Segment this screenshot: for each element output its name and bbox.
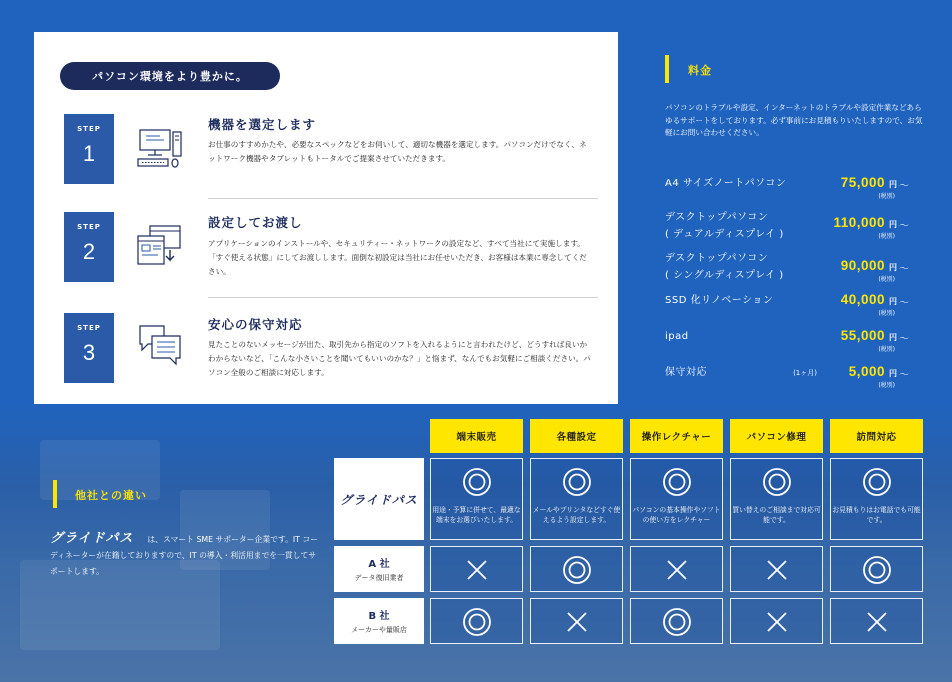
price-tax: (税別) <box>878 346 895 353</box>
cell-note: 買い替えのご相談まで対応可能です。 <box>732 506 821 524</box>
cell-note: 用途・予算に併せて、最適な端末をお選びいたします。 <box>432 506 521 524</box>
double-circle-icon <box>662 467 692 497</box>
price-tilde: ～ <box>899 181 909 192</box>
cell-note: メールやプリンタなどすぐ使えるよう設定します。 <box>532 506 621 524</box>
comparison-cell <box>430 546 523 592</box>
company-logo: グライドパス <box>340 492 418 507</box>
comparison-cell <box>830 598 923 644</box>
chat-bubbles-icon <box>136 322 184 368</box>
double-circle-icon <box>862 467 892 497</box>
price-yen: 円 <box>889 263 897 272</box>
price-yen: 円 <box>889 297 897 306</box>
divider <box>208 198 598 199</box>
double-circle-icon <box>562 555 592 585</box>
cross-icon <box>765 558 789 582</box>
comparison-description <box>50 530 320 580</box>
price-period: (1ヶ月) <box>793 369 817 377</box>
double-circle-icon <box>762 467 792 497</box>
step-number-box <box>64 313 114 383</box>
price-item-name: デスクトップパソコン <box>665 253 769 264</box>
comparison-cell <box>830 458 923 540</box>
comparison-cell <box>730 458 823 540</box>
comparison-text: は、スマート SME サポーター企業です。IT コーディネーターが在籍しておりますので、IT の導入・利活用までを一貫してサポートします。 <box>50 535 319 576</box>
comparison-accent-bar <box>53 480 57 508</box>
price-value: 55,000 <box>840 328 885 343</box>
column-header: 操作レクチャー <box>630 419 723 453</box>
pricing-title: 料金 <box>688 64 712 77</box>
double-circle-icon <box>862 555 892 585</box>
comparison-cell <box>830 546 923 592</box>
step-description: 見たことのないメッセージが出た、取引先から指定のソフトを入れるようにと言われたけど、どうすれば良いかわからないなど、「こんな小さいことを聞いてもいいのかな？」と悩まず、なんでもお気軽にご相談ください。パソコン全般のご相談に対応します。 <box>208 340 591 377</box>
comparison-cell <box>630 598 723 644</box>
step-title: 安心の保守対応 <box>208 317 303 332</box>
comparison-cell <box>430 458 523 540</box>
desktop-computer-icon <box>136 126 184 172</box>
install-window-icon <box>136 224 184 270</box>
comparison-cell <box>530 598 623 644</box>
step-label: STEP <box>77 223 101 231</box>
double-circle-icon <box>462 467 492 497</box>
column-header: 訪問対応 <box>830 419 923 453</box>
comparison-cell <box>630 458 723 540</box>
step-title: 機器を選定します <box>208 117 317 132</box>
cell-note: パソコンの基本操作やソフトの使い方をレクチャー <box>632 506 721 524</box>
price-value: 90,000 <box>840 258 885 273</box>
column-header: 端末販売 <box>430 419 523 453</box>
row-header-name: A 社 <box>368 559 390 570</box>
step-number: 1 <box>82 141 96 166</box>
price-row <box>665 328 915 356</box>
price-tax: (税別) <box>878 382 895 389</box>
price-item-name: ipad <box>665 331 689 342</box>
cell-note: お見積もりはお電話でも可能です。 <box>832 506 921 524</box>
row-header-company-b <box>334 598 424 644</box>
price-item-subname: ( デュアルディスプレイ ) <box>665 229 784 240</box>
price-tax: (税別) <box>878 193 895 200</box>
double-circle-icon <box>662 607 692 637</box>
step-label: STEP <box>77 125 101 133</box>
cross-icon <box>465 558 489 582</box>
comparison-cell <box>530 546 623 592</box>
step-description: アプリケーションのインストールや、セキュリティー・ネットワークの設定など、すべて当社にて実施します。「すぐ使える状態」にしてお渡しします。面倒な初設定は当社にお任せいただき、お客様は本業に専念してください。 <box>208 239 587 276</box>
price-row <box>665 250 915 286</box>
double-circle-icon <box>462 607 492 637</box>
price-item-subname: ( シングルディスプレイ ) <box>665 270 784 281</box>
comparison-cell <box>430 598 523 644</box>
price-tax: (税別) <box>878 233 895 240</box>
steps-panel <box>34 32 618 404</box>
price-item-name: A4 サイズノートパソコン <box>665 178 787 189</box>
price-row <box>665 209 915 245</box>
pricing-intro: パソコンのトラブルや設定、インターネットのトラブルや設定作業などあらゆるサポートをしております。必ず事前にお見積もりいたしますので、お気軽にお問い合わせください。 <box>665 103 923 137</box>
price-tilde: ～ <box>899 370 909 381</box>
price-value: 75,000 <box>840 175 885 190</box>
cross-icon <box>865 610 889 634</box>
price-yen: 円 <box>889 180 897 189</box>
double-circle-icon <box>562 467 592 497</box>
row-header-sub: メーカーや量販店 <box>351 626 407 634</box>
step-label: STEP <box>77 324 101 332</box>
price-row <box>665 292 915 320</box>
price-tilde: ～ <box>899 221 909 232</box>
row-header-glidepath <box>334 458 424 540</box>
comparison-cell <box>730 546 823 592</box>
company-logo: グライドパス <box>50 530 134 545</box>
price-row <box>665 175 915 203</box>
row-header-sub: データ復旧業者 <box>354 574 404 582</box>
divider <box>208 297 598 298</box>
comparison-cell <box>530 458 623 540</box>
step-number-box <box>64 212 114 282</box>
price-row <box>665 364 915 392</box>
price-item-name: 保守対応 <box>665 367 707 378</box>
price-tax: (税別) <box>878 276 895 283</box>
pricing-accent-bar <box>665 55 669 83</box>
price-yen: 円 <box>889 369 897 378</box>
comparison-cell <box>630 546 723 592</box>
cross-icon <box>665 558 689 582</box>
price-tilde: ～ <box>899 264 909 275</box>
comparison-title: 他社との違い <box>75 489 147 502</box>
price-tilde: ～ <box>899 298 909 309</box>
row-header-name: B 社 <box>368 611 390 622</box>
step-title: 設定してお渡し <box>208 215 303 230</box>
price-value: 110,000 <box>833 215 885 230</box>
comparison-cell <box>730 598 823 644</box>
column-header: 各種設定 <box>530 419 623 453</box>
section-pill: パソコン環境をより豊かに。 <box>60 62 280 90</box>
price-tilde: ～ <box>899 334 909 345</box>
price-yen: 円 <box>889 220 897 229</box>
cross-icon <box>565 610 589 634</box>
cross-icon <box>765 610 789 634</box>
price-item-name: SSD 化リノベーション <box>665 295 774 306</box>
price-value: 5,000 <box>848 364 885 379</box>
price-item-name: デスクトップパソコン <box>665 212 769 223</box>
step-number: 3 <box>82 340 96 365</box>
column-header: パソコン修理 <box>730 419 823 453</box>
price-tax: (税別) <box>878 310 895 317</box>
price-yen: 円 <box>889 333 897 342</box>
step-number-box <box>64 114 114 184</box>
row-header-company-a <box>334 546 424 592</box>
step-number: 2 <box>82 239 96 264</box>
step-description: お仕事のすすめかたや、必要なスペックなどをお伺いして、適切な機器を選定します。パソコンだけでなく、ネットワーク機器やタブレットもトータルでご提案させていただきます。 <box>208 140 587 163</box>
price-value: 40,000 <box>840 292 885 307</box>
